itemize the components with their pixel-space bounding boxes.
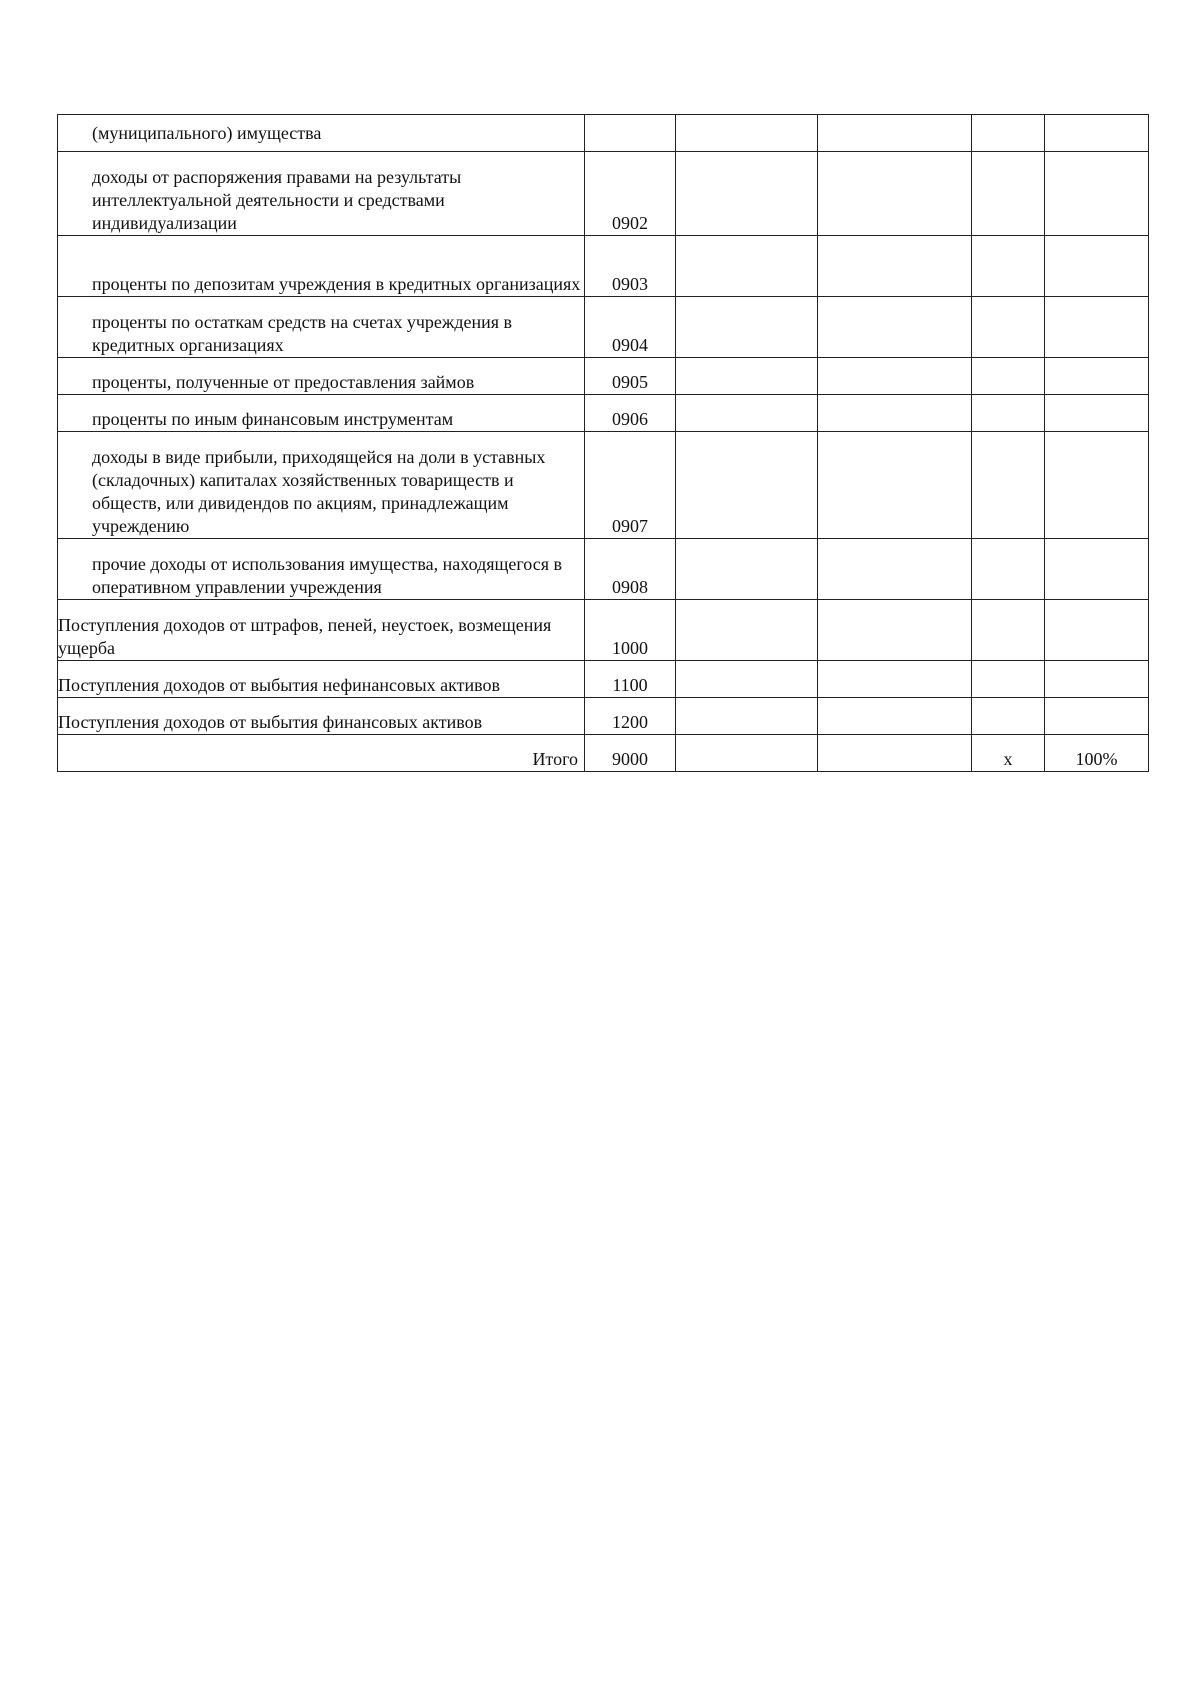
table-row bbox=[58, 236, 1149, 297]
cell bbox=[972, 115, 1045, 152]
row-name: Поступления доходов от выбытия финансовых активов bbox=[58, 698, 585, 735]
cell bbox=[972, 661, 1045, 698]
total-col6: 100% bbox=[1045, 735, 1149, 772]
table-row bbox=[58, 297, 1149, 358]
cell bbox=[1045, 698, 1149, 735]
cell bbox=[818, 115, 972, 152]
table-row bbox=[58, 358, 1149, 395]
cell bbox=[676, 297, 818, 358]
cell bbox=[972, 600, 1045, 661]
table-row bbox=[58, 395, 1149, 432]
cell bbox=[972, 395, 1045, 432]
cell bbox=[818, 432, 972, 539]
cell bbox=[818, 297, 972, 358]
row-name: Поступления доходов от штрафов, пеней, неустоек, возмещения ущерба bbox=[58, 600, 585, 661]
cell bbox=[676, 432, 818, 539]
cell bbox=[818, 358, 972, 395]
total-label: Итого bbox=[58, 735, 585, 772]
row-name: проценты по депозитам учреждения в кредитных организациях bbox=[58, 236, 585, 297]
cell bbox=[676, 539, 818, 600]
cell bbox=[818, 735, 972, 772]
table-row bbox=[58, 661, 1149, 698]
cell bbox=[1045, 358, 1149, 395]
cell bbox=[972, 236, 1045, 297]
cell bbox=[818, 236, 972, 297]
cell bbox=[1045, 395, 1149, 432]
cell bbox=[676, 735, 818, 772]
row-code bbox=[585, 115, 676, 152]
cell bbox=[818, 395, 972, 432]
cell bbox=[972, 297, 1045, 358]
row-code: 1100 bbox=[585, 661, 676, 698]
table-row bbox=[58, 600, 1149, 661]
table-row bbox=[58, 432, 1149, 539]
row-code: 0905 bbox=[585, 358, 676, 395]
row-code: 1000 bbox=[585, 600, 676, 661]
cell bbox=[676, 236, 818, 297]
cell bbox=[972, 698, 1045, 735]
cell bbox=[1045, 600, 1149, 661]
row-code: 0908 bbox=[585, 539, 676, 600]
row-name: доходы в виде прибыли, приходящейся на доли в уставных (складочных) капиталах хозяйственных товариществ и обществ, или дивидендов по акциям, принадлежащим учреждению bbox=[58, 432, 585, 539]
row-code: 0907 bbox=[585, 432, 676, 539]
cell bbox=[676, 152, 818, 236]
row-name: проценты, полученные от предоставления займов bbox=[58, 358, 585, 395]
cell bbox=[676, 661, 818, 698]
table-row bbox=[58, 539, 1149, 600]
row-code: 0906 bbox=[585, 395, 676, 432]
cell bbox=[972, 358, 1045, 395]
total-col5: x bbox=[972, 735, 1045, 772]
income-table bbox=[57, 114, 1149, 772]
cell bbox=[972, 432, 1045, 539]
cell bbox=[818, 661, 972, 698]
row-name: прочие доходы от использования имущества, находящегося в оперативном управлении учреждения bbox=[58, 539, 585, 600]
cell bbox=[1045, 236, 1149, 297]
row-name: проценты по иным финансовым инструментам bbox=[58, 395, 585, 432]
cell bbox=[676, 698, 818, 735]
row-code: 0902 bbox=[585, 152, 676, 236]
cell bbox=[818, 539, 972, 600]
cell bbox=[676, 115, 818, 152]
cell bbox=[972, 152, 1045, 236]
row-code: 0903 bbox=[585, 236, 676, 297]
cell bbox=[1045, 432, 1149, 539]
row-name: доходы от распоряжения правами на результаты интеллектуальной деятельности и средствами индивидуализации bbox=[58, 152, 585, 236]
cell bbox=[1045, 115, 1149, 152]
cell bbox=[1045, 297, 1149, 358]
total-code: 9000 bbox=[585, 735, 676, 772]
row-name: Поступления доходов от выбытия нефинансовых активов bbox=[58, 661, 585, 698]
cell bbox=[676, 395, 818, 432]
cell bbox=[972, 539, 1045, 600]
cell bbox=[1045, 661, 1149, 698]
cell bbox=[818, 152, 972, 236]
table-row bbox=[58, 115, 1149, 152]
row-name: (муниципального) имущества bbox=[58, 115, 585, 152]
cell bbox=[676, 600, 818, 661]
row-code: 0904 bbox=[585, 297, 676, 358]
cell bbox=[818, 698, 972, 735]
cell bbox=[1045, 152, 1149, 236]
cell bbox=[818, 600, 972, 661]
row-code: 1200 bbox=[585, 698, 676, 735]
table-row bbox=[58, 152, 1149, 236]
cell bbox=[676, 358, 818, 395]
cell bbox=[1045, 539, 1149, 600]
row-name: проценты по остаткам средств на счетах учреждения в кредитных организациях bbox=[58, 297, 585, 358]
table-row bbox=[58, 698, 1149, 735]
total-row bbox=[58, 735, 1149, 772]
